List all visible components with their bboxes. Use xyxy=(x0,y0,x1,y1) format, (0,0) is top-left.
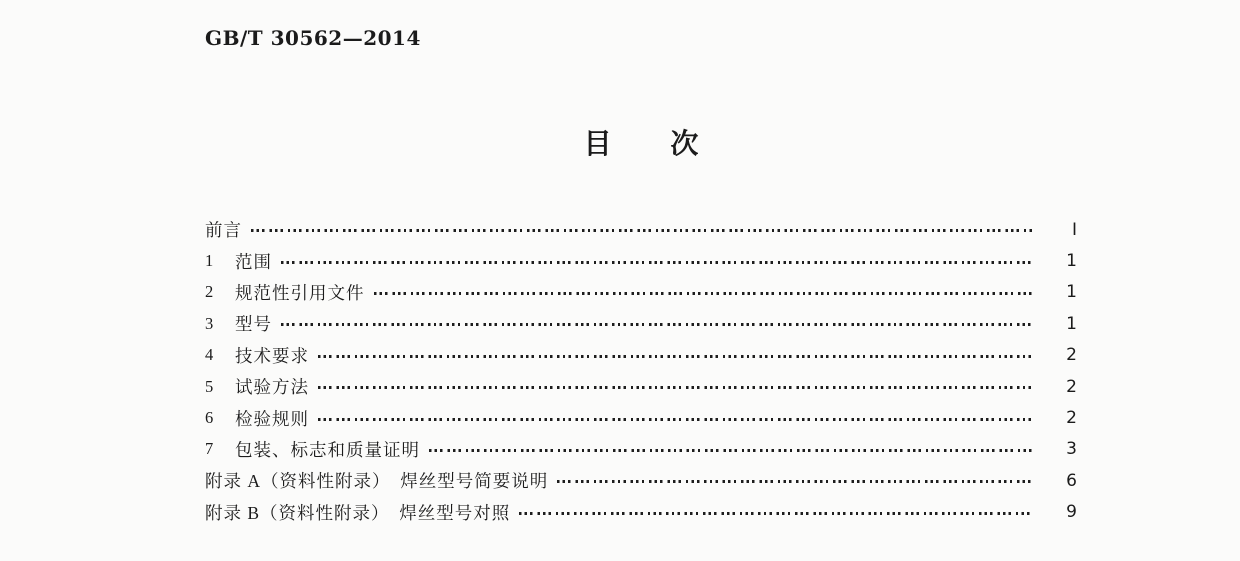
toc-entry-label: 技术要求 xyxy=(235,345,309,366)
toc-entry-page: 1 xyxy=(1066,251,1077,272)
toc-entry-label: 检验规则 xyxy=(235,408,309,429)
toc-entry-number: 7 xyxy=(205,439,214,459)
toc-entry-foreword xyxy=(205,214,1077,245)
dot-leader xyxy=(318,386,1033,389)
dot-leader xyxy=(429,449,1033,452)
toc-entry-label: 附录 B（资料性附录） 焊丝型号对照 xyxy=(205,502,511,523)
toc-entry-test-methods xyxy=(205,371,1077,402)
dot-leader xyxy=(519,512,1033,515)
dot-leader xyxy=(281,323,1033,326)
toc-entry-appendix-a xyxy=(205,465,1077,496)
toc-entry-label: 试验方法 xyxy=(235,377,309,398)
toc-entry-page: 1 xyxy=(1066,313,1077,334)
toc-entry-page: 9 xyxy=(1066,502,1077,523)
toc-entry-label: 规范性引用文件 xyxy=(235,282,365,303)
toc-entry-label: 型号 xyxy=(235,314,272,335)
toc-entry-page: 1 xyxy=(1066,282,1077,303)
standard-number: GB/T 30562—2014 xyxy=(205,26,421,50)
toc-entry-normative-references xyxy=(205,277,1077,308)
toc-entry-label: 范围 xyxy=(235,251,272,272)
toc-entry-page: 2 xyxy=(1066,376,1077,397)
toc-entry-designation xyxy=(205,308,1077,339)
toc-entry-appendix-b xyxy=(205,497,1077,528)
toc-entry-number: 4 xyxy=(205,345,214,365)
dot-leader xyxy=(374,292,1034,295)
toc-entry-number: 5 xyxy=(205,376,214,396)
toc-entry-label: 包装、标志和质量证明 xyxy=(235,439,420,460)
toc-entry-inspection-rules xyxy=(205,402,1077,433)
toc-entry-number: 2 xyxy=(205,282,214,302)
toc-entry-label: 附录 A（资料性附录） 焊丝型号简要说明 xyxy=(205,471,549,492)
table-of-contents xyxy=(205,214,1077,528)
dot-leader xyxy=(557,480,1033,483)
toc-entry-number: 3 xyxy=(205,313,214,333)
toc-entry-label: 前言 xyxy=(205,220,242,241)
toc-entry-page: 2 xyxy=(1066,345,1077,366)
toc-entry-page: 3 xyxy=(1066,439,1077,460)
dot-leader xyxy=(281,261,1033,264)
toc-entry-page: Ⅰ xyxy=(1071,219,1077,240)
toc-entry-number: 6 xyxy=(205,408,214,428)
toc-entry-page: 2 xyxy=(1066,408,1077,429)
dot-leader xyxy=(318,418,1033,421)
toc-entry-scope xyxy=(205,245,1077,276)
toc-entry-packaging-marking xyxy=(205,434,1077,465)
toc-entry-technical-requirements xyxy=(205,340,1077,371)
toc-entry-number: 1 xyxy=(205,251,214,271)
dot-leader xyxy=(251,229,1033,232)
page-title: 目次 xyxy=(583,129,758,160)
dot-leader xyxy=(318,355,1033,358)
toc-entry-page: 6 xyxy=(1066,470,1077,491)
